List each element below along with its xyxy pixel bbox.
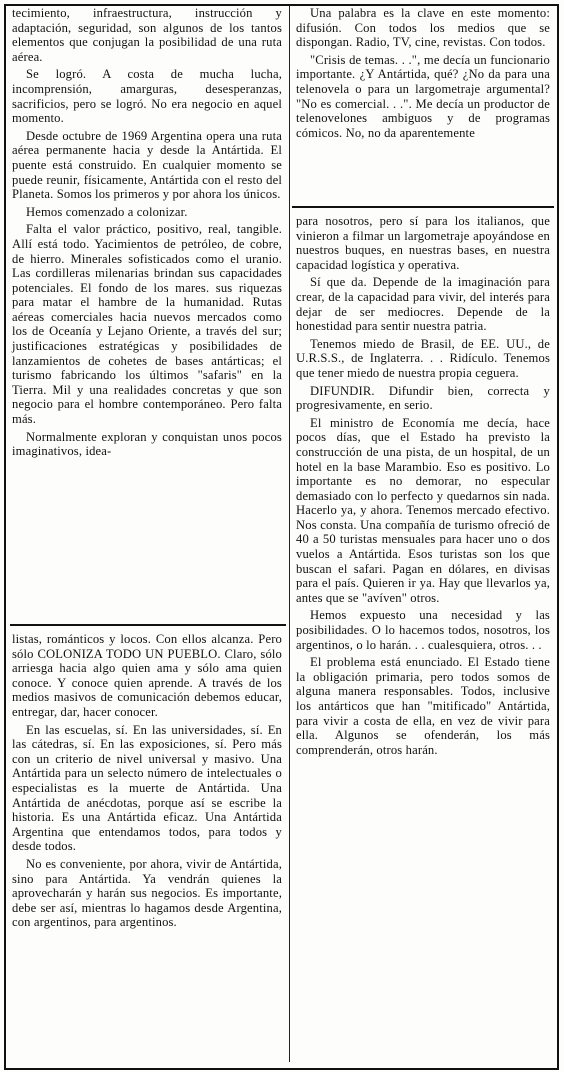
paragraph: Desde octubre de 1969 Argentina opera una ruta aérea permanente hacia y desde la Antártida. El puente está construido. En cualquier momento se puede reunir, físicamente, Antártida con el resto del Planeta. Somos los primeros y por ahora los únicos.: [12, 128, 282, 202]
paragraph: DIFUNDIR. Difundir bien, correcta y progresivamente, en serio.: [296, 383, 550, 413]
paragraph: En las escuelas, sí. En las universidades, sí. En las cátedras, sí. En las exposiciones, sí. Pero más con un criterio de nivel universal y masivo. Una Antártida para un selecto número de intelectuales o especialistas es la muerte de Antártida. Una Antártida de anécdotas, porque así se escribe la historia. Es una Antártida eficaz. Una Antártida Argentina que entendamos todos, para todos y desde todos.: [12, 722, 282, 854]
paragraph: Tenemos miedo de Brasil, de EE. UU., de U.R.S.S., de Inglaterra. . . Ridículo. Tenemos que tener miedo de nuestra propia ceguera.: [296, 336, 550, 380]
paragraph: Normalmente exploran y conquistan unos pocos imaginativos, idea-: [12, 429, 282, 459]
paragraph: Falta el valor práctico, positivo, real, tangible. Allí está todo. Yacimientos de petróleo, de cobre, de hierro. Minerales sofisticados como el uranio. Las cordilleras milenarias brindan sus capacidades potenciales. El fondo de los mares. sus riquezas para matar el hambre de la humanidad. Rutas aéreas comerciales hacia nuevos mercados como los de Oceanía y Lejano Oriente, a través del sur; justificaciones estratégicas y posibilidades de lanzamientos de cohetes de bases antárticas; el turismo fabricando los últimos "safaris" en la Tierra. Mil y una realidades concretas y que son negocio para el hombre contemporáneo. Pero falta más.: [12, 222, 282, 427]
section-divider-left: [10, 624, 286, 626]
section-divider-right: [292, 206, 554, 208]
paragraph: El ministro de Economía me decía, hace pocos días, que el Estado ha previsto la construcción de una pista, de un hospital, de un hotel en la base Marambio. Eso es positivo. Lo importante es no demorar, no especular demasiado con lo perfecto y quedarnos sin nada. Hacerlo ya, y ahora. Tenemos mercado efectivo. Nos consta. Una compañía de turismo ofreció de 40 a 50 turistas mensuales para hacer uno o dos vuelos a Antártida. Esos turistas son los que buscan el safari. Pagan en dólares, en divisas para el país. Quieren ir ya. Hay que llevarlos ya, antes que se "avíven" otros.: [296, 415, 550, 605]
paragraph: El problema está enunciado. El Estado tiene la obligación primaria, pero todos somos de alguna manera responsables. Todos, inclusive los antárticos que han "mitificado" Antártida, para vivir a costa de ella, en vez de vivir para ella. Algunos se ofenderán, los más comprenderán, otros harán.: [296, 655, 550, 757]
paragraph: Hemos expuesto una necesidad y las posibilidades. O lo hacemos todos, nosotros, los argentinos, o lo harán. . . cualesquiera, otros. . .: [296, 608, 550, 652]
paragraph: Hemos comenzado a colonizar.: [26, 204, 188, 219]
paragraph: Se logró. A costa de mucha lucha, incomprensión, amarguras, desesperanzas, sacrificios, pero se logró. No era negocio en aquel momento.: [12, 67, 282, 126]
left-column-bottom: [12, 632, 282, 1062]
paragraph: para nosotros, pero sí para los italianos, que vinieron a filmar un largometraje apoyándose en nuestros buques, en nuestras bases, en nuestra capacidad logística y operativa.: [296, 214, 550, 272]
column-divider: [289, 6, 290, 1062]
paragraph: tecimiento, infraestructura, instrucción y adaptación, seguridad, son algunos de los tantos elementos que conjugan la posibilidad de una ruta aérea.: [12, 6, 282, 64]
paragraph: "Crisis de temas. . .", me decía un funcionario importante. ¿Y Antártida, qué? ¿No da para una telenovela o para un largometraje argumental? "No es comercial. . .". Me decía un productor de telenovelones ambiguos y de programas cómicos. No, no da aparentemente: [296, 52, 550, 140]
right-column-top: [296, 6, 550, 202]
paragraph: No es conveniente, por ahora, vivir de Antártida, sino para Antártida. Ya vendrán quienes la aprovecharán y harán sus negocios. Es importante, debe ser así, mientras lo hagamos desde Argentina, con argentinos, para argentinos.: [12, 856, 282, 930]
left-column-top: [12, 6, 282, 618]
right-column-bottom: [296, 214, 550, 1064]
paragraph: listas, románticos y locos. Con ellos alcanza. Pero sólo COLONIZA TODO UN PUEBLO. Claro, sólo arriesga hacia algo quien ama y sólo ama quien conoce. Y conoce quien aprende. A través de los medios masivos de comunicación debemos educar, entregar, dar, hacer conocer.: [12, 632, 282, 719]
paragraph: Una palabra es la clave en este momento: difusión. Con todos los medios que se dispongan. Radio, TV, cine, revistas. Con todos.: [296, 6, 550, 50]
paragraph: Sí que da. Depende de la imaginación para crear, de la capacidad para vivir, del interés para dejar de ser mediocres. Depende de la honestidad para sentir nuestra patria.: [296, 275, 550, 334]
